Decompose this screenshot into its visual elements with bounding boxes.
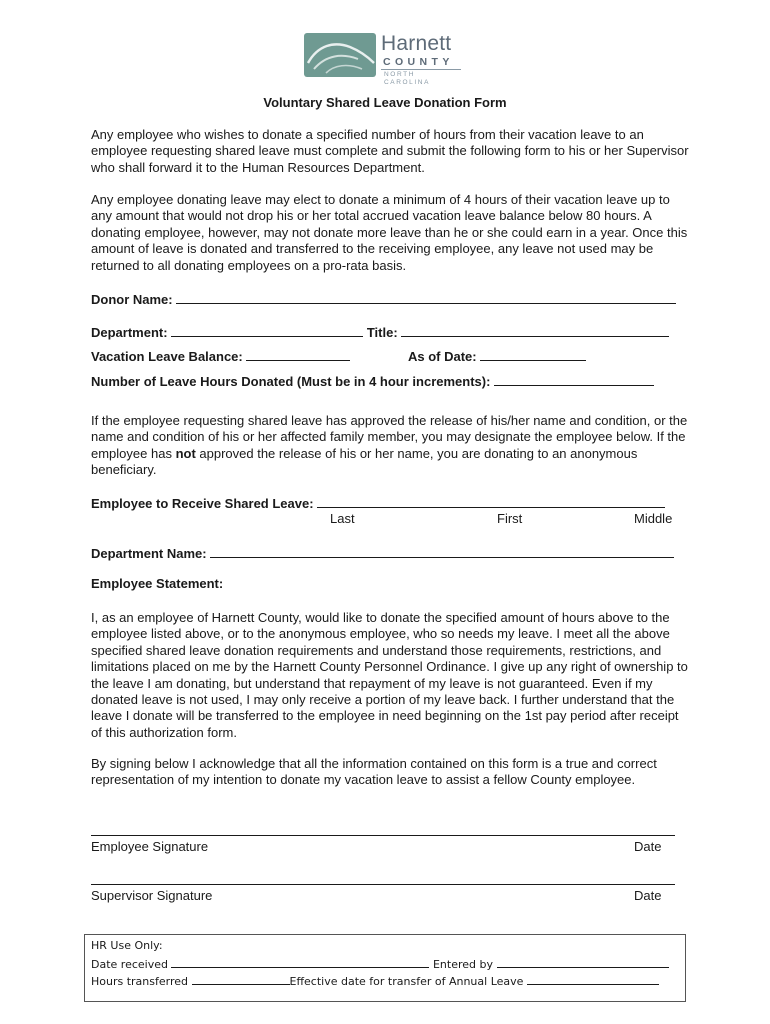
donor-name-label: Donor Name: [91, 292, 173, 307]
logo-divider [381, 69, 461, 70]
receiver-label: Employee to Receive Shared Leave: [91, 496, 314, 511]
name-last-caption: Last [330, 511, 355, 526]
hours-donated-row [91, 372, 654, 390]
supervisor-signature-label: Supervisor Signature [91, 888, 213, 903]
department-name-row [91, 544, 674, 562]
employee-signature-line[interactable] [91, 835, 675, 836]
vacation-balance-field[interactable] [246, 347, 350, 361]
title-field[interactable] [401, 323, 669, 337]
as-of-date-row [408, 347, 586, 365]
hr-hours-transferred-field[interactable] [192, 974, 290, 985]
receiver-name-field[interactable] [317, 494, 665, 508]
form-title: Voluntary Shared Leave Donation Form [263, 95, 507, 110]
department-field[interactable] [171, 323, 363, 337]
as-of-date-label: As of Date: [408, 349, 477, 364]
as-of-date-field[interactable] [480, 347, 586, 361]
supervisor-date-label: Date [634, 888, 662, 903]
vacation-balance-row [91, 347, 350, 365]
logo-county: COUNTY [383, 56, 454, 68]
release-text-part1: If the employee requesting shared leave has approved the release of his/her name and condition, or the name and condition of his or her affected family member, you may designate the employee below. If the employee has [91, 413, 688, 461]
hours-donated-field[interactable] [494, 372, 654, 386]
release-text-part2: approved the release of his or her name, you are donating to an anonymous beneficiary. [91, 445, 638, 478]
name-middle-caption: Middle [634, 511, 673, 526]
supervisor-signature-line[interactable] [91, 884, 675, 885]
receiver-row [91, 494, 665, 512]
department-row [91, 323, 669, 341]
hr-hours-transferred-label: Hours transferred [91, 975, 189, 988]
hr-date-received-label: Date received [91, 958, 168, 971]
release-paragraph [91, 413, 691, 479]
title-label: Title: [366, 325, 398, 340]
statement-paragraph: I, as an employee of Harnett County, would like to donate the specified amount of hours above to the employee listed above, or to the anonymous employee, who so needs my leave. I meet all the above specified shared leave donation requirements and understand those requirements, restrictions, and limitations placed on me by the Harnett County Personnel Ordinance. I give up any right of ownership to the leave I am donating, but understand that repayment of my leave is not guaranteed. Even if my donated leave is not used, I may only receive a portion of my leave back. I further understand that the leave I donate will be transferred to the employee in need beginning on the 1st pay period after receipt of this authorization form. [91, 610, 688, 740]
hr-hours-transferred-row [91, 974, 659, 989]
donor-name-field[interactable] [176, 290, 676, 304]
logo-name: Harnett [381, 32, 452, 55]
employee-date-label: Date [634, 839, 662, 854]
hr-use-heading: HR Use Only: [91, 939, 163, 952]
statement-heading: Employee Statement: [91, 576, 224, 591]
vacation-balance-label: Vacation Leave Balance: [91, 349, 243, 364]
department-label: Department: [91, 325, 168, 340]
hr-entered-by-label: Entered by [432, 958, 493, 971]
hours-donated-label: Number of Leave Hours Donated (Must be in 4 hour increments): [91, 374, 491, 389]
hr-date-received-field[interactable] [171, 957, 429, 968]
department-name-field[interactable] [210, 544, 674, 558]
harnett-county-logo [304, 32, 464, 86]
hr-effective-date-field[interactable] [527, 974, 659, 985]
employee-signature-label: Employee Signature [91, 839, 209, 854]
acknowledge-paragraph: By signing below I acknowledge that all the information contained on this form is a true and correct representation of my intention to donate my vacation leave to assist a fellow County employee. [91, 756, 657, 788]
logo-state: NORTH CAROLINA [384, 71, 431, 86]
donor-name-row [91, 290, 676, 308]
name-first-caption: First [497, 511, 523, 526]
hr-use-box [84, 934, 686, 1002]
department-name-label: Department Name: [91, 546, 207, 561]
hr-date-received-row [91, 957, 669, 972]
rules-paragraph: Any employee donating leave may elect to donate a minimum of 4 hours of their vacation leave up to any amount that would not drop his or her total accrued vacation leave balance below 80 hours. A donating employee, however, may not donate more leave than he or she could earn in a year. Once this amount of leave is donated and transferred to the receiving employee, any leave not used may be returned to all donating employees on a pro-rata basis. [91, 192, 688, 273]
hr-entered-by-field[interactable] [497, 957, 669, 968]
logo-mark-icon [304, 33, 376, 77]
hr-effective-date-label: Effective date for transfer of Annual Leave [289, 975, 524, 988]
release-text-bold: not [175, 445, 196, 461]
intro-paragraph: Any employee who wishes to donate a specified number of hours from their vacation leave to an employee requesting shared leave must complete and submit the following form to his or her Supervisor who shall forward it to the Human Resources Department. [91, 127, 689, 175]
